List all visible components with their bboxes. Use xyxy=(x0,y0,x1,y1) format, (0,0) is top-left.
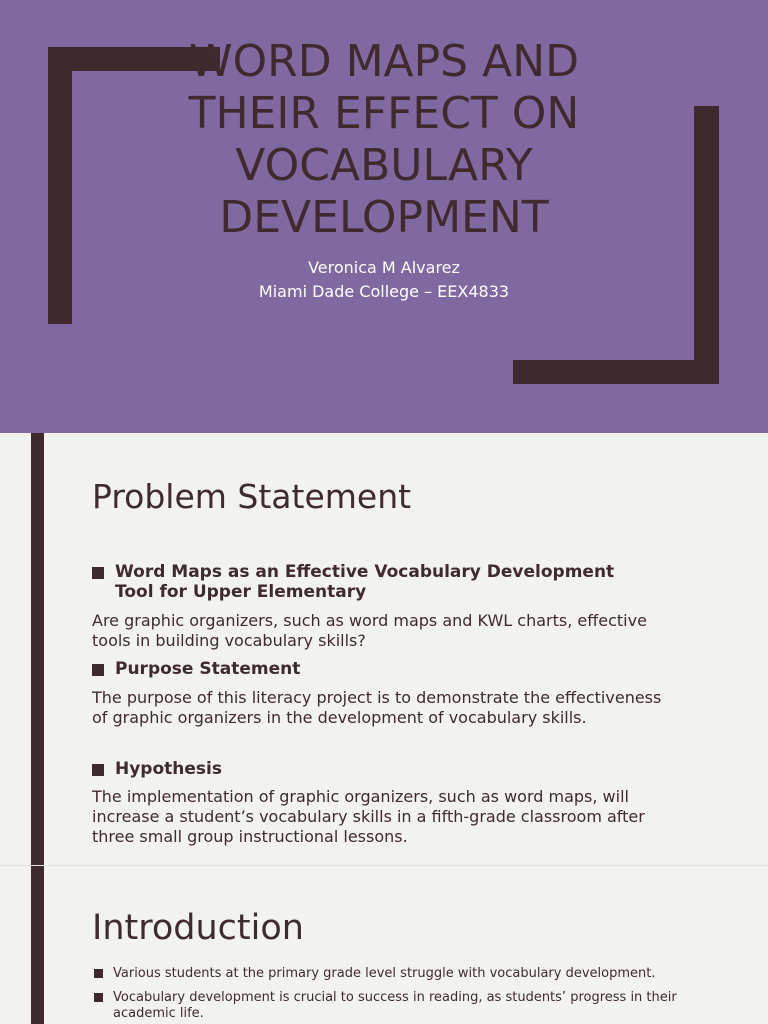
square-bullet-icon xyxy=(92,567,104,579)
square-bullet-icon xyxy=(94,969,103,978)
list-item: Various students at the primary grade level struggle with vocabulary development. xyxy=(92,966,692,982)
purpose-paragraph: The purpose of this literacy project is to demonstrate the effectiveness of graphic organizers in the development of vocabulary skills. xyxy=(92,688,662,727)
slide-left-bar xyxy=(31,433,44,865)
slide-heading: Introduction xyxy=(92,908,304,948)
square-bullet-icon xyxy=(92,764,104,776)
square-bullet-icon xyxy=(92,664,104,676)
affiliation: Miami Dade College – EEX4833 xyxy=(258,282,510,301)
slide-title: WORD MAPS AND THEIR EFFECT ON VOCABULARY DEVELOPMENT xyxy=(188,36,580,243)
bracket-bottom-right-vertical xyxy=(694,106,719,383)
list-item: Vocabulary development is crucial to success in reading, as students’ progress in their academic life. xyxy=(92,990,692,1022)
title-slide xyxy=(0,0,768,433)
problem-statement-slide xyxy=(0,433,768,865)
bullet-hypothesis: Hypothesis xyxy=(92,759,652,779)
bullet-word-maps: Word Maps as an Effective Vocabulary Development Tool for Upper Elementary xyxy=(92,562,652,602)
bullet-purpose-statement: Purpose Statement xyxy=(92,659,652,679)
introduction-slide xyxy=(0,866,768,1024)
slide-left-bar xyxy=(31,866,44,1024)
author-name: Veronica M Alvarez xyxy=(308,258,460,277)
square-bullet-icon xyxy=(94,993,103,1002)
slide-heading: Problem Statement xyxy=(92,477,412,516)
hypothesis-paragraph: The implementation of graphic organizers, such as word maps, will increase a student’s vocabulary skills in a fifth-grade classroom after three small group instructional lessons. xyxy=(92,787,645,846)
research-question: Are graphic organizers, such as word maps and KWL charts, effective tools in building vocabulary skills? xyxy=(92,611,647,650)
bracket-top-left-vertical xyxy=(48,47,72,324)
slide-subtitle xyxy=(120,256,648,304)
bracket-bottom-right-horizontal xyxy=(513,360,719,384)
